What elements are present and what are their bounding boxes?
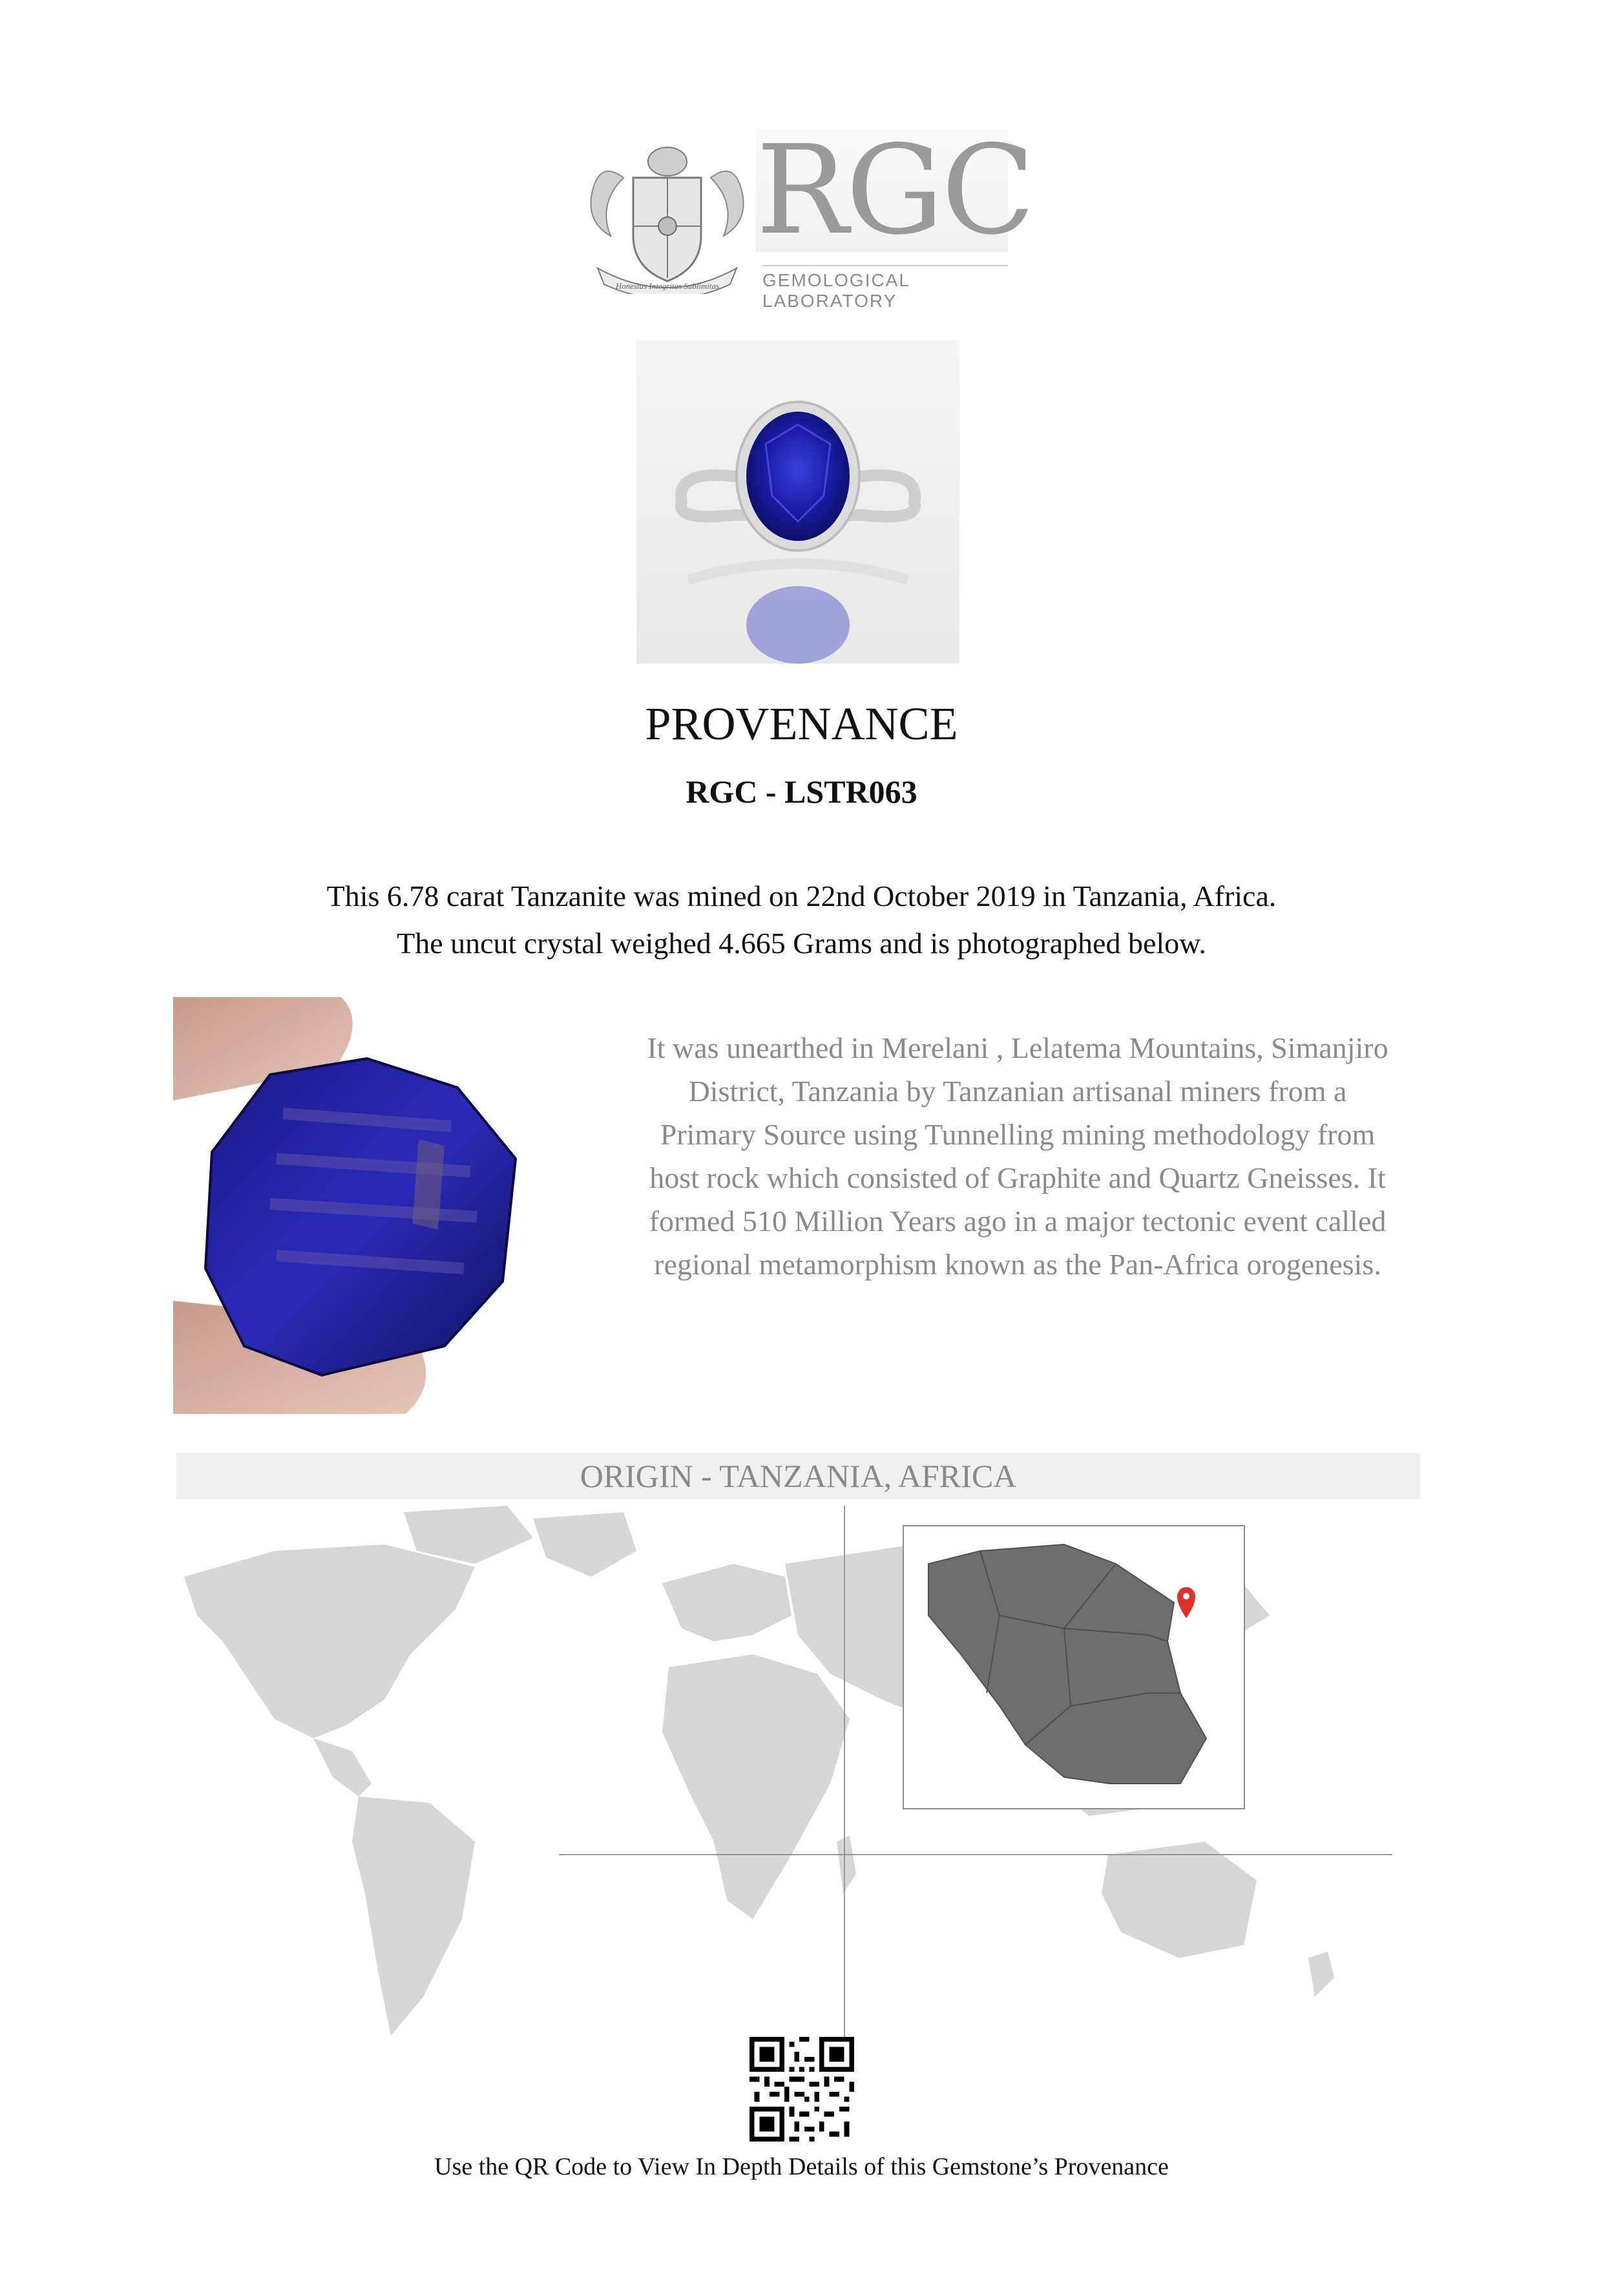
- tanzania-inset-map: [903, 1525, 1245, 1809]
- ring-photo: [636, 341, 959, 664]
- qr-code[interactable]: [749, 2037, 854, 2142]
- intro-line-2: The uncut crystal weighed 4.665 Grams and is photographed below.: [397, 927, 1206, 960]
- crest-logo-icon: [585, 139, 749, 294]
- brand-subtitle: GEMOLOGICAL LABORATORY: [762, 265, 1008, 296]
- qr-caption: Use the QR Code to View In Depth Details of this Gemstone’s Provenance: [434, 2153, 1169, 2180]
- page-title: PROVENANCE: [645, 698, 958, 750]
- reference-number: RGC - LSTR063: [686, 774, 917, 810]
- brand-logo-text: RGC: [756, 119, 1033, 262]
- crystal-photo: [173, 997, 562, 1414]
- geology-description: It was unearthed in Merelani , Lelatema Mountains, Simanjiro District, Tanzania by Tanzanian artisanal miners from a Primary Source using Tunnelling mining methodology from host rock which consisted of Graphite and Quartz Gneisses. It formed 510 Million Years ago in a major tectonic event called regional metamorphism known as the Pan-Africa orogenesis.: [647, 1031, 1388, 1281]
- svg-text:Honestas Integritas Sublimitas: Honestas Integritas Sublimitas: [615, 281, 720, 291]
- origin-label: ORIGIN - TANZANIA, AFRICA: [580, 1458, 1017, 1494]
- intro-line-1: This 6.78 carat Tanzanite was mined on 22nd October 2019 in Tanzania, Africa.: [326, 879, 1277, 912]
